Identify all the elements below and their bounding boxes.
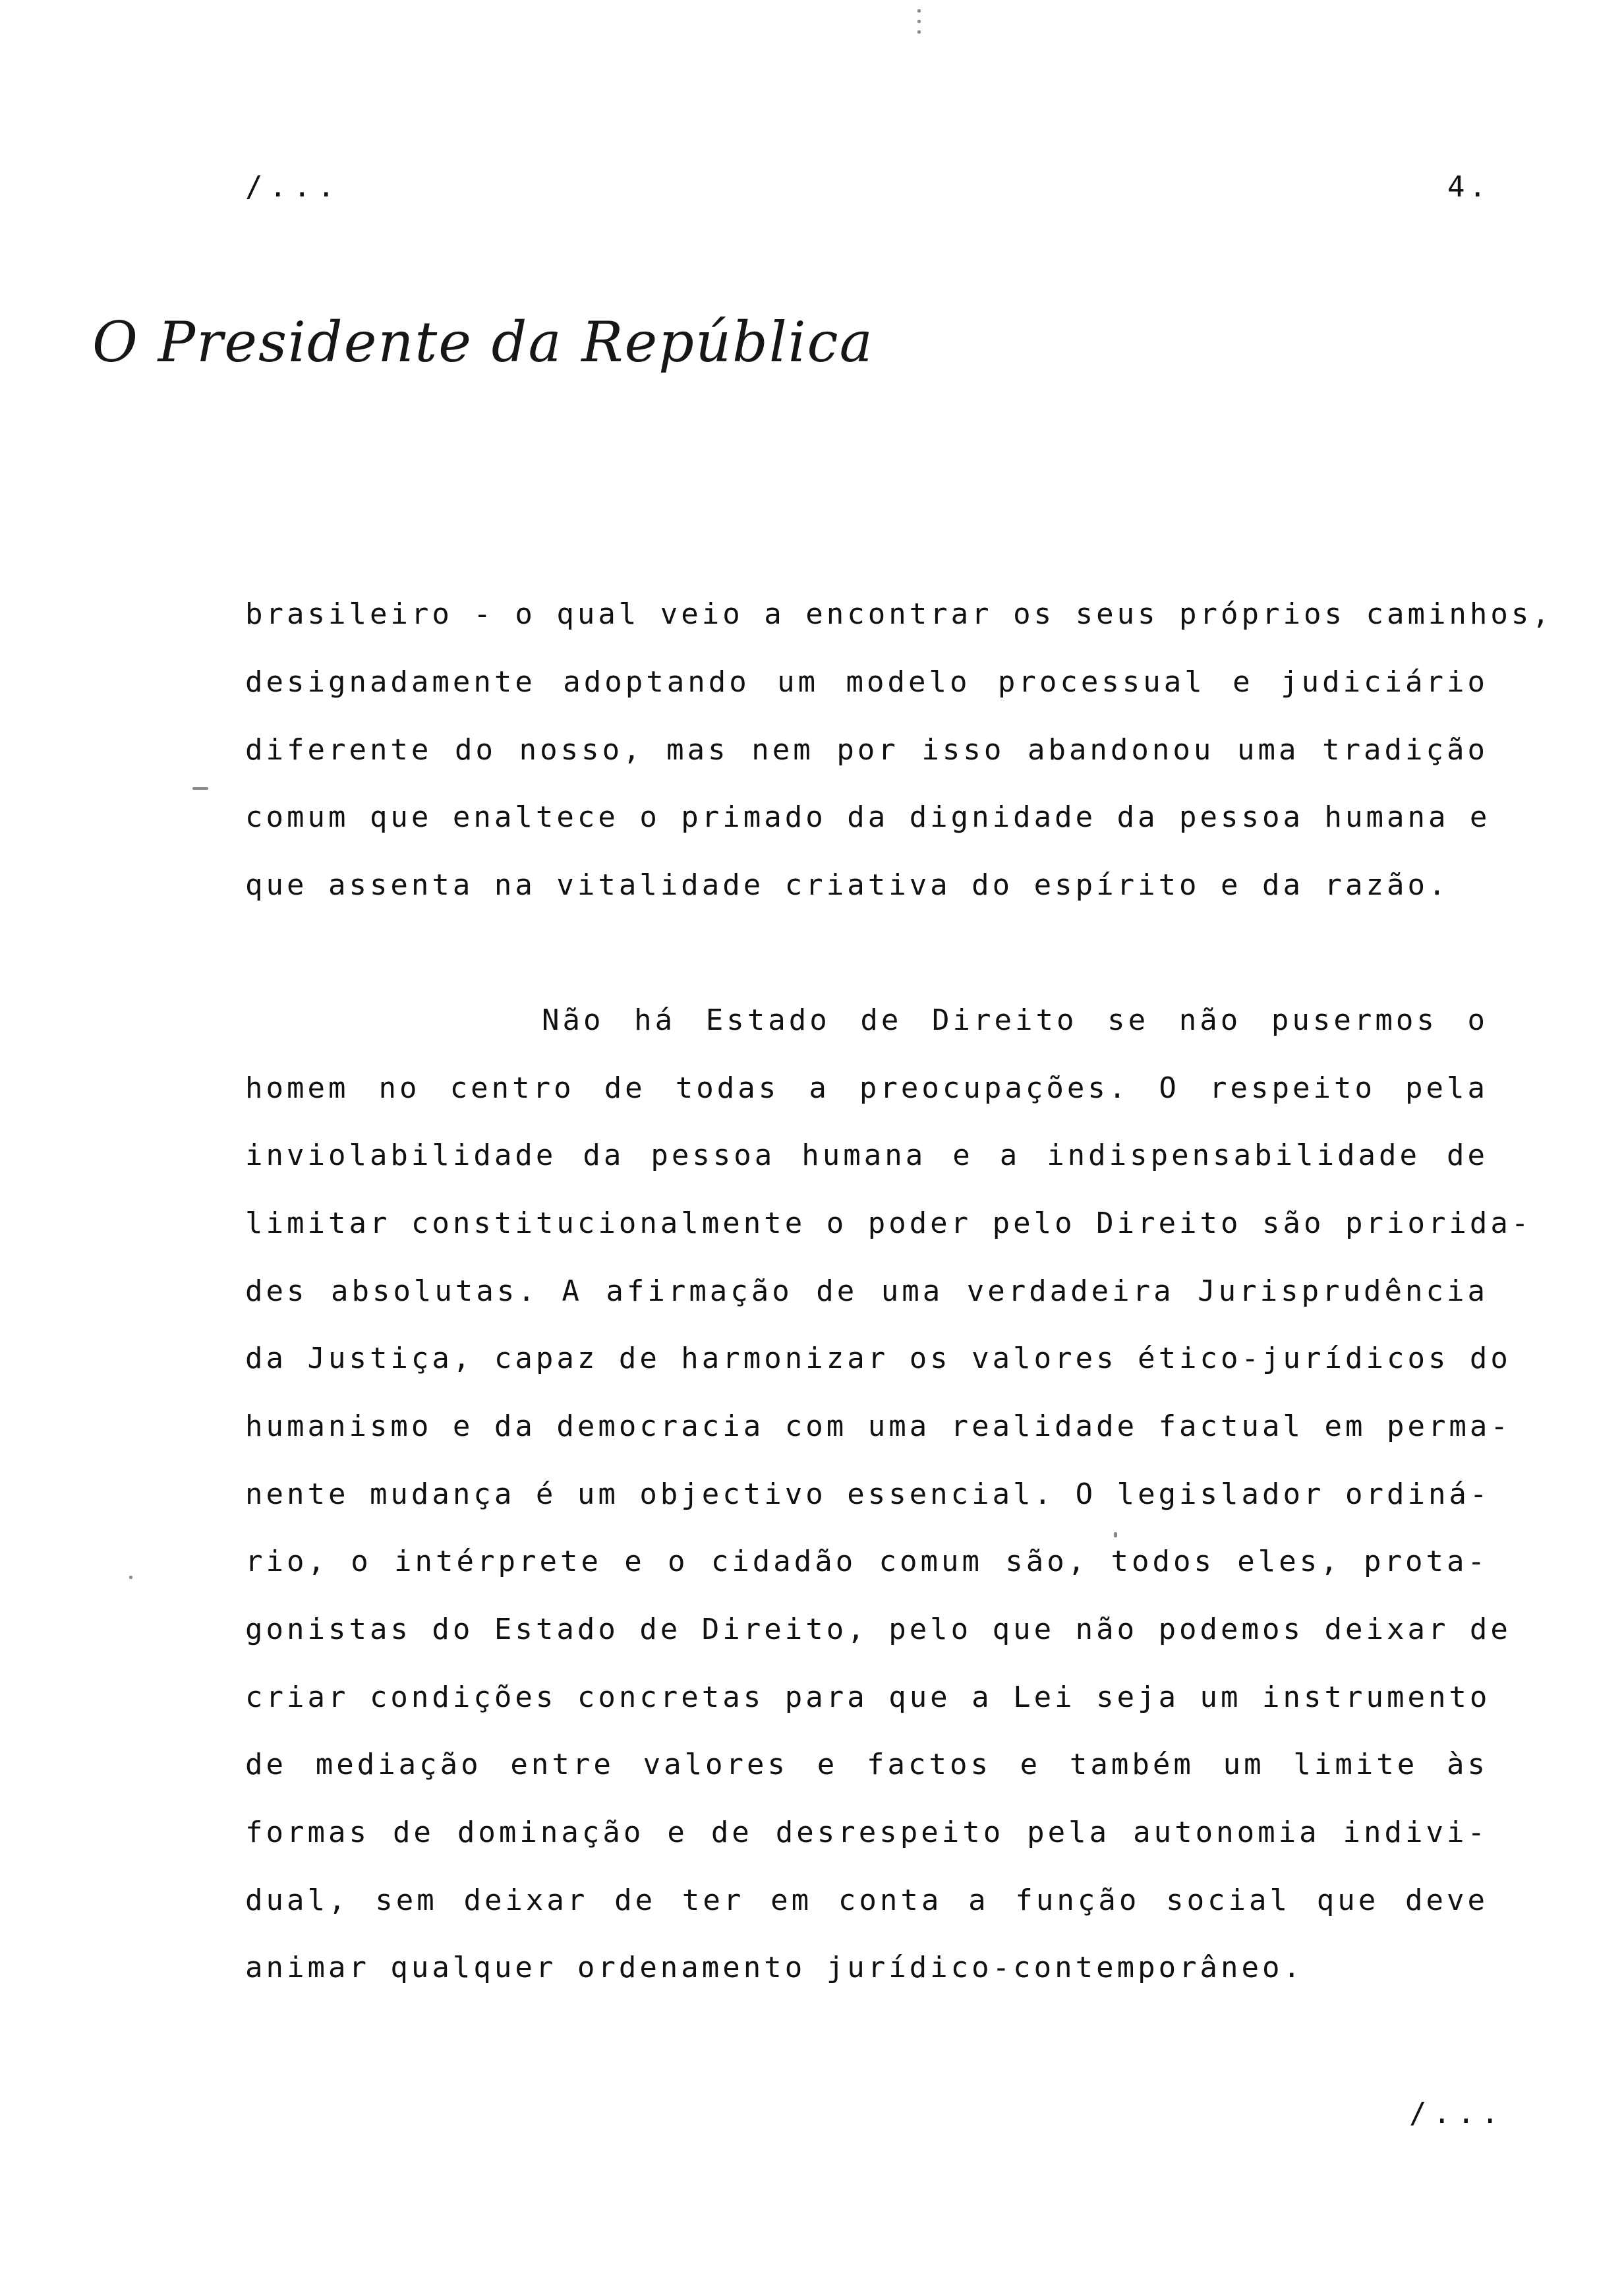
- text-line: criar condições concretas para que a Lei seja um instrumento: [245, 1680, 1491, 1714]
- scan-speck: [1114, 1532, 1117, 1537]
- text-line: nente mudança é um objectivo essencial. O legislador ordiná-: [245, 1477, 1491, 1511]
- text-line: inviolabilidade da pessoa humana e a indispensabilidade de: [245, 1139, 1488, 1172]
- text-line: da Justiça, capaz de harmonizar os valores ético-jurídicos do: [245, 1342, 1511, 1375]
- text-line: que assenta na vitalidade criativa do espírito e da razão.: [245, 868, 1449, 902]
- text-line: animar qualquer ordenamento jurídico-contemporâneo.: [245, 1951, 1304, 1984]
- continuation-mark-top: /...: [245, 170, 341, 204]
- text-line: humanismo e da democracia com uma realidade factual em perma-: [245, 1410, 1511, 1443]
- scan-speck: [917, 20, 921, 23]
- text-line: designadamente adoptando um modelo processual e judiciário: [245, 665, 1488, 699]
- text-line: rio, o intérprete e o cidadão comum são, todos eles, prota-: [245, 1545, 1488, 1578]
- text-line: de mediação entre valores e factos e também um limite às: [245, 1748, 1488, 1781]
- text-line: formas de dominação e de desrespeito pela autonomia indivi-: [245, 1816, 1488, 1849]
- text-line: Não há Estado de Direito se não pusermos o: [542, 1003, 1488, 1037]
- text-line: dual, sem deixar de ter em conta a função social que deve: [245, 1884, 1488, 1917]
- scan-speck: [129, 1576, 132, 1579]
- scan-speck: [917, 9, 921, 13]
- text-line: homem no centro de todas a preocupações. O respeito pela: [245, 1071, 1488, 1105]
- scan-speck: [917, 30, 921, 34]
- continuation-mark-bottom: /...: [1409, 2096, 1505, 2130]
- scan-speck: [192, 787, 208, 790]
- text-line: brasileiro - o qual veio a encontrar os seus próprios caminhos,: [245, 597, 1553, 631]
- text-line: des absolutas. A afirmação de uma verdadeira Jurisprudência: [245, 1274, 1488, 1308]
- text-line: diferente do nosso, mas nem por isso abandonou uma tradição: [245, 733, 1488, 767]
- letterhead-title: O Presidente da República: [92, 310, 874, 374]
- text-line: limitar constitucionalmente o poder pelo Direito são priorida-: [245, 1206, 1532, 1240]
- text-line: comum que enaltece o primado da dignidade da pessoa humana e: [245, 800, 1491, 834]
- page-number: 4.: [1447, 170, 1490, 204]
- text-line: gonistas do Estado de Direito, pelo que não podemos deixar de: [245, 1613, 1511, 1646]
